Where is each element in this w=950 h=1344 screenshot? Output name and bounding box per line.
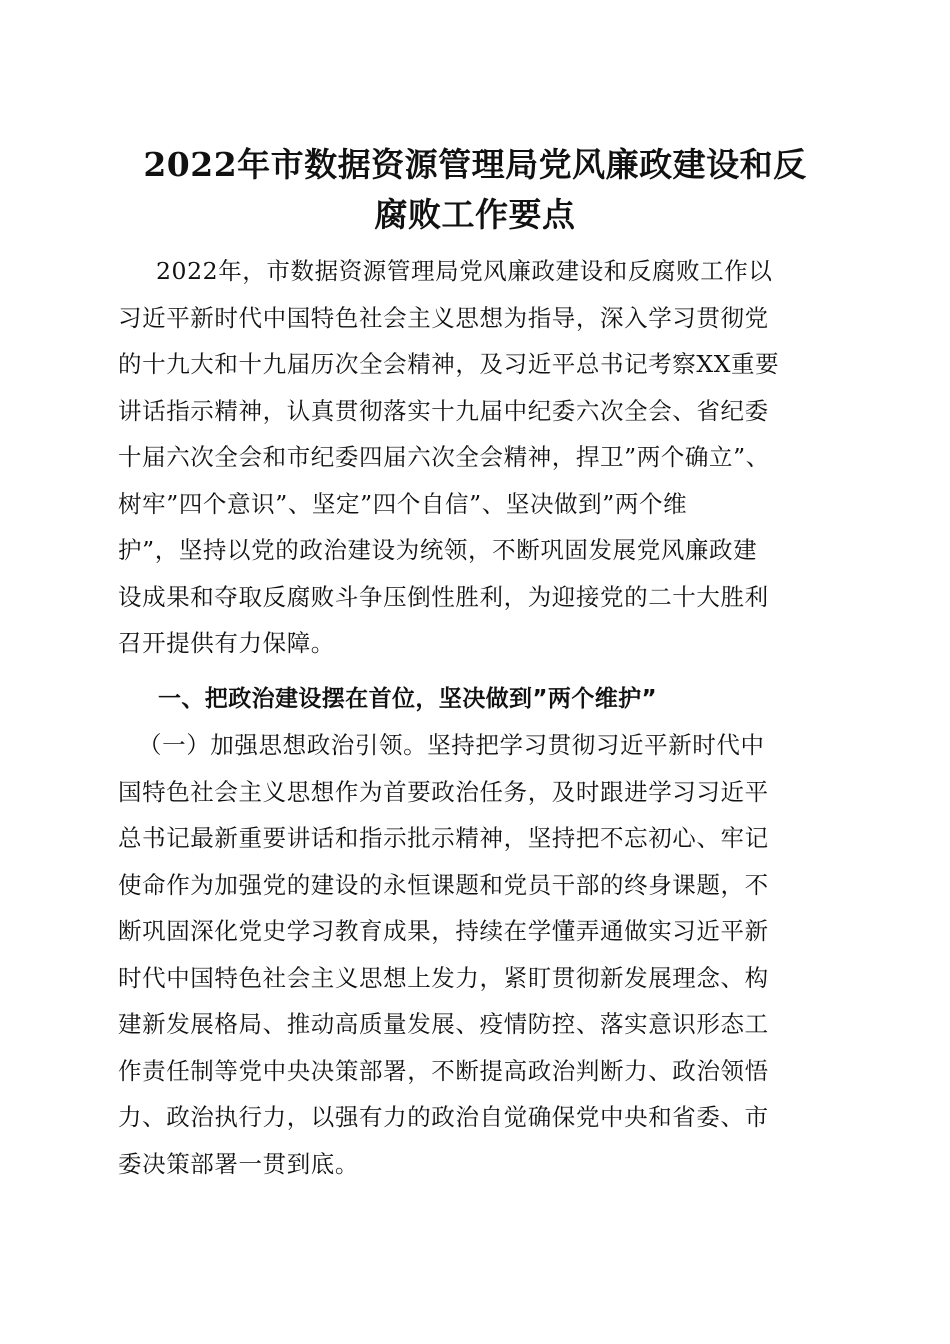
paragraph-line: 习近平新时代中国特色社会主义思想为指导，深入学习贯彻党 [118,303,769,332]
paragraph-line: 力、政治执行力，以强有力的政治自觉确保党中央和省委、市 [118,1103,769,1131]
item-paragraph [118,722,838,1187]
paragraph-line: 讲话指示精神，认真贯彻落实十九届中纪委六次全会、省纪委 [118,396,769,425]
paragraph-line: 的十九大和十九届历次全会精神，及习近平总书记考察XX重要 [118,350,780,378]
section-heading: 一、把政治建设摆在首位，坚决做到”两个维护” [158,686,658,712]
title-line: 腐败工作要点 [374,195,576,234]
paragraph-line: 设成果和夺取反腐败斗争压倒性胜利，为迎接党的二十大胜利 [118,582,769,611]
paragraph-line: 树牢”四个意识”、坚定”四个自信”、坚决做到”两个维 [118,489,688,518]
paragraph-line: 作责任制等党中央决策部署，不断提高政治判断力、政治领悟 [118,1056,769,1085]
title-line: 2022年市数据资源管理局党风廉政建设和反 [143,145,807,184]
paragraph-line: 时代中国特色社会主义思想上发力，紧盯贯彻新发展理念、构 [118,963,769,992]
paragraph-line: 总书记最新重要讲话和指示批示精神，坚持把不忘初心、牢记 [118,824,769,852]
paragraph-line: 使命作为加强党的建设的永恒课题和党员干部的终身课题，不 [118,870,769,899]
paragraph-line: 委决策部署一贯到底。 [118,1149,359,1178]
paragraph-line: 护”，坚持以党的政治建设为统领，不断巩固发展党风廉政建 [118,536,758,564]
paragraph-line: 国特色社会主义思想作为首要政治任务，及时跟进学习习近平 [118,777,769,806]
intro-paragraph [118,248,838,667]
document-title [110,140,840,240]
paragraph-line: 2022年，市数据资源管理局党风廉政建设和反腐败工作以 [156,257,773,285]
paragraph-line: 十届六次全会和市纪委四届六次全会精神，捍卫”两个确立”、 [118,443,770,471]
paragraph-line: 建新发展格局、推动高质量发展、疫情防控、落实意识形态工 [118,1010,769,1038]
paragraph-line: （一）加强思想政治引领。坚持把学习贯彻习近平新时代中 [138,731,765,759]
paragraph-line: 召开提供有力保障。 [118,629,335,657]
paragraph-line: 断巩固深化党史学习教育成果，持续在学懂弄通做实习近平新 [118,917,769,945]
